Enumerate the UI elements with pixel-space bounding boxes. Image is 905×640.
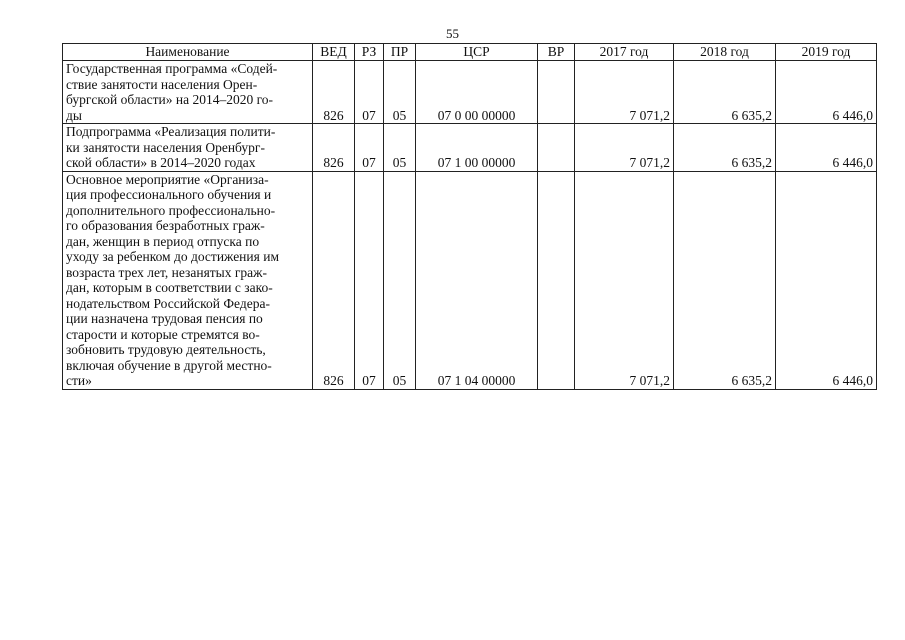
table-row: [63, 61, 877, 124]
table-header-row: [63, 44, 877, 61]
row-2018: 6 635,2: [674, 124, 776, 172]
budget-table: [62, 43, 877, 390]
row-name-line: Основное мероприятие «Организа-: [66, 171, 269, 187]
row-2019: 6 446,0: [776, 124, 877, 172]
row-name-line: дополнительного профессионально-: [66, 202, 276, 218]
row-rz: 07: [355, 171, 384, 389]
row-name: [63, 171, 313, 389]
row-name-line: бургской области» на 2014–2020 го-: [66, 92, 274, 107]
row-vr: [538, 61, 575, 124]
row-name-line: ской области» в 2014–2020 годах: [66, 155, 256, 170]
row-2019: 6 446,0: [776, 61, 877, 124]
row-name: [63, 61, 313, 124]
row-name-line: ции назначена трудовая пенсия по: [66, 311, 263, 326]
row-name-line: нодательством Российской Федера-: [66, 295, 270, 311]
header-2019: 2019 год: [776, 44, 877, 61]
table-row: [63, 171, 877, 389]
header-vr: ВР: [538, 44, 575, 61]
row-name-line: Подпрограмма «Реализация полити-: [66, 124, 276, 139]
row-name-line: зобновить трудовую деятельность,: [66, 342, 266, 357]
header-2018: 2018 год: [674, 44, 776, 61]
row-2019: 6 446,0: [776, 171, 877, 389]
row-csr: 07 0 00 00000: [416, 61, 538, 124]
header-csr: ЦСР: [416, 44, 538, 61]
page-number: 55: [446, 26, 459, 41]
row-ved: 826: [313, 124, 355, 172]
table-row: [63, 124, 877, 172]
row-name-line: уходу за ребенком до достижения им: [66, 249, 279, 264]
header-name: Наименование: [63, 44, 313, 61]
row-name-line: го образования безработных граж-: [66, 218, 265, 233]
row-name-line: ция профессионального обучения и: [66, 187, 272, 202]
row-name-line: возраста трех лет, незанятых граж-: [66, 264, 267, 280]
row-2017: 7 071,2: [575, 124, 674, 172]
row-rz: 07: [355, 61, 384, 124]
row-name-line: сти»: [66, 373, 92, 388]
row-name-line: включая обучение в другой местно-: [66, 357, 272, 373]
header-ved: ВЕД: [313, 44, 355, 61]
row-csr: 07 1 04 00000: [416, 171, 538, 389]
row-2017: 7 071,2: [575, 61, 674, 124]
row-vr: [538, 171, 575, 389]
row-2018: 6 635,2: [674, 171, 776, 389]
row-name-line: ствие занятости населения Орен-: [66, 76, 258, 92]
row-ved: 826: [313, 61, 355, 124]
row-name-line: ки занятости населения Оренбург-: [66, 139, 265, 155]
row-pr: 05: [384, 124, 416, 172]
row-rz: 07: [355, 124, 384, 172]
row-name: [63, 124, 313, 172]
row-pr: 05: [384, 171, 416, 389]
row-name-line: дан, которым в соответствии с зако-: [66, 280, 273, 295]
row-name-line: дан, женщин в период отпуска по: [66, 233, 260, 249]
header-pr: ПР: [384, 44, 416, 61]
header-2017: 2017 год: [575, 44, 674, 61]
row-csr: 07 1 00 00000: [416, 124, 538, 172]
row-2017: 7 071,2: [575, 171, 674, 389]
row-ved: 826: [313, 171, 355, 389]
row-pr: 05: [384, 61, 416, 124]
row-name-line: Государственная программа «Содей-: [66, 61, 278, 76]
row-2018: 6 635,2: [674, 61, 776, 124]
header-rz: РЗ: [355, 44, 384, 61]
row-name-line: ды: [66, 107, 82, 123]
row-name-line: старости и которые стремятся во-: [66, 326, 260, 342]
row-vr: [538, 124, 575, 172]
